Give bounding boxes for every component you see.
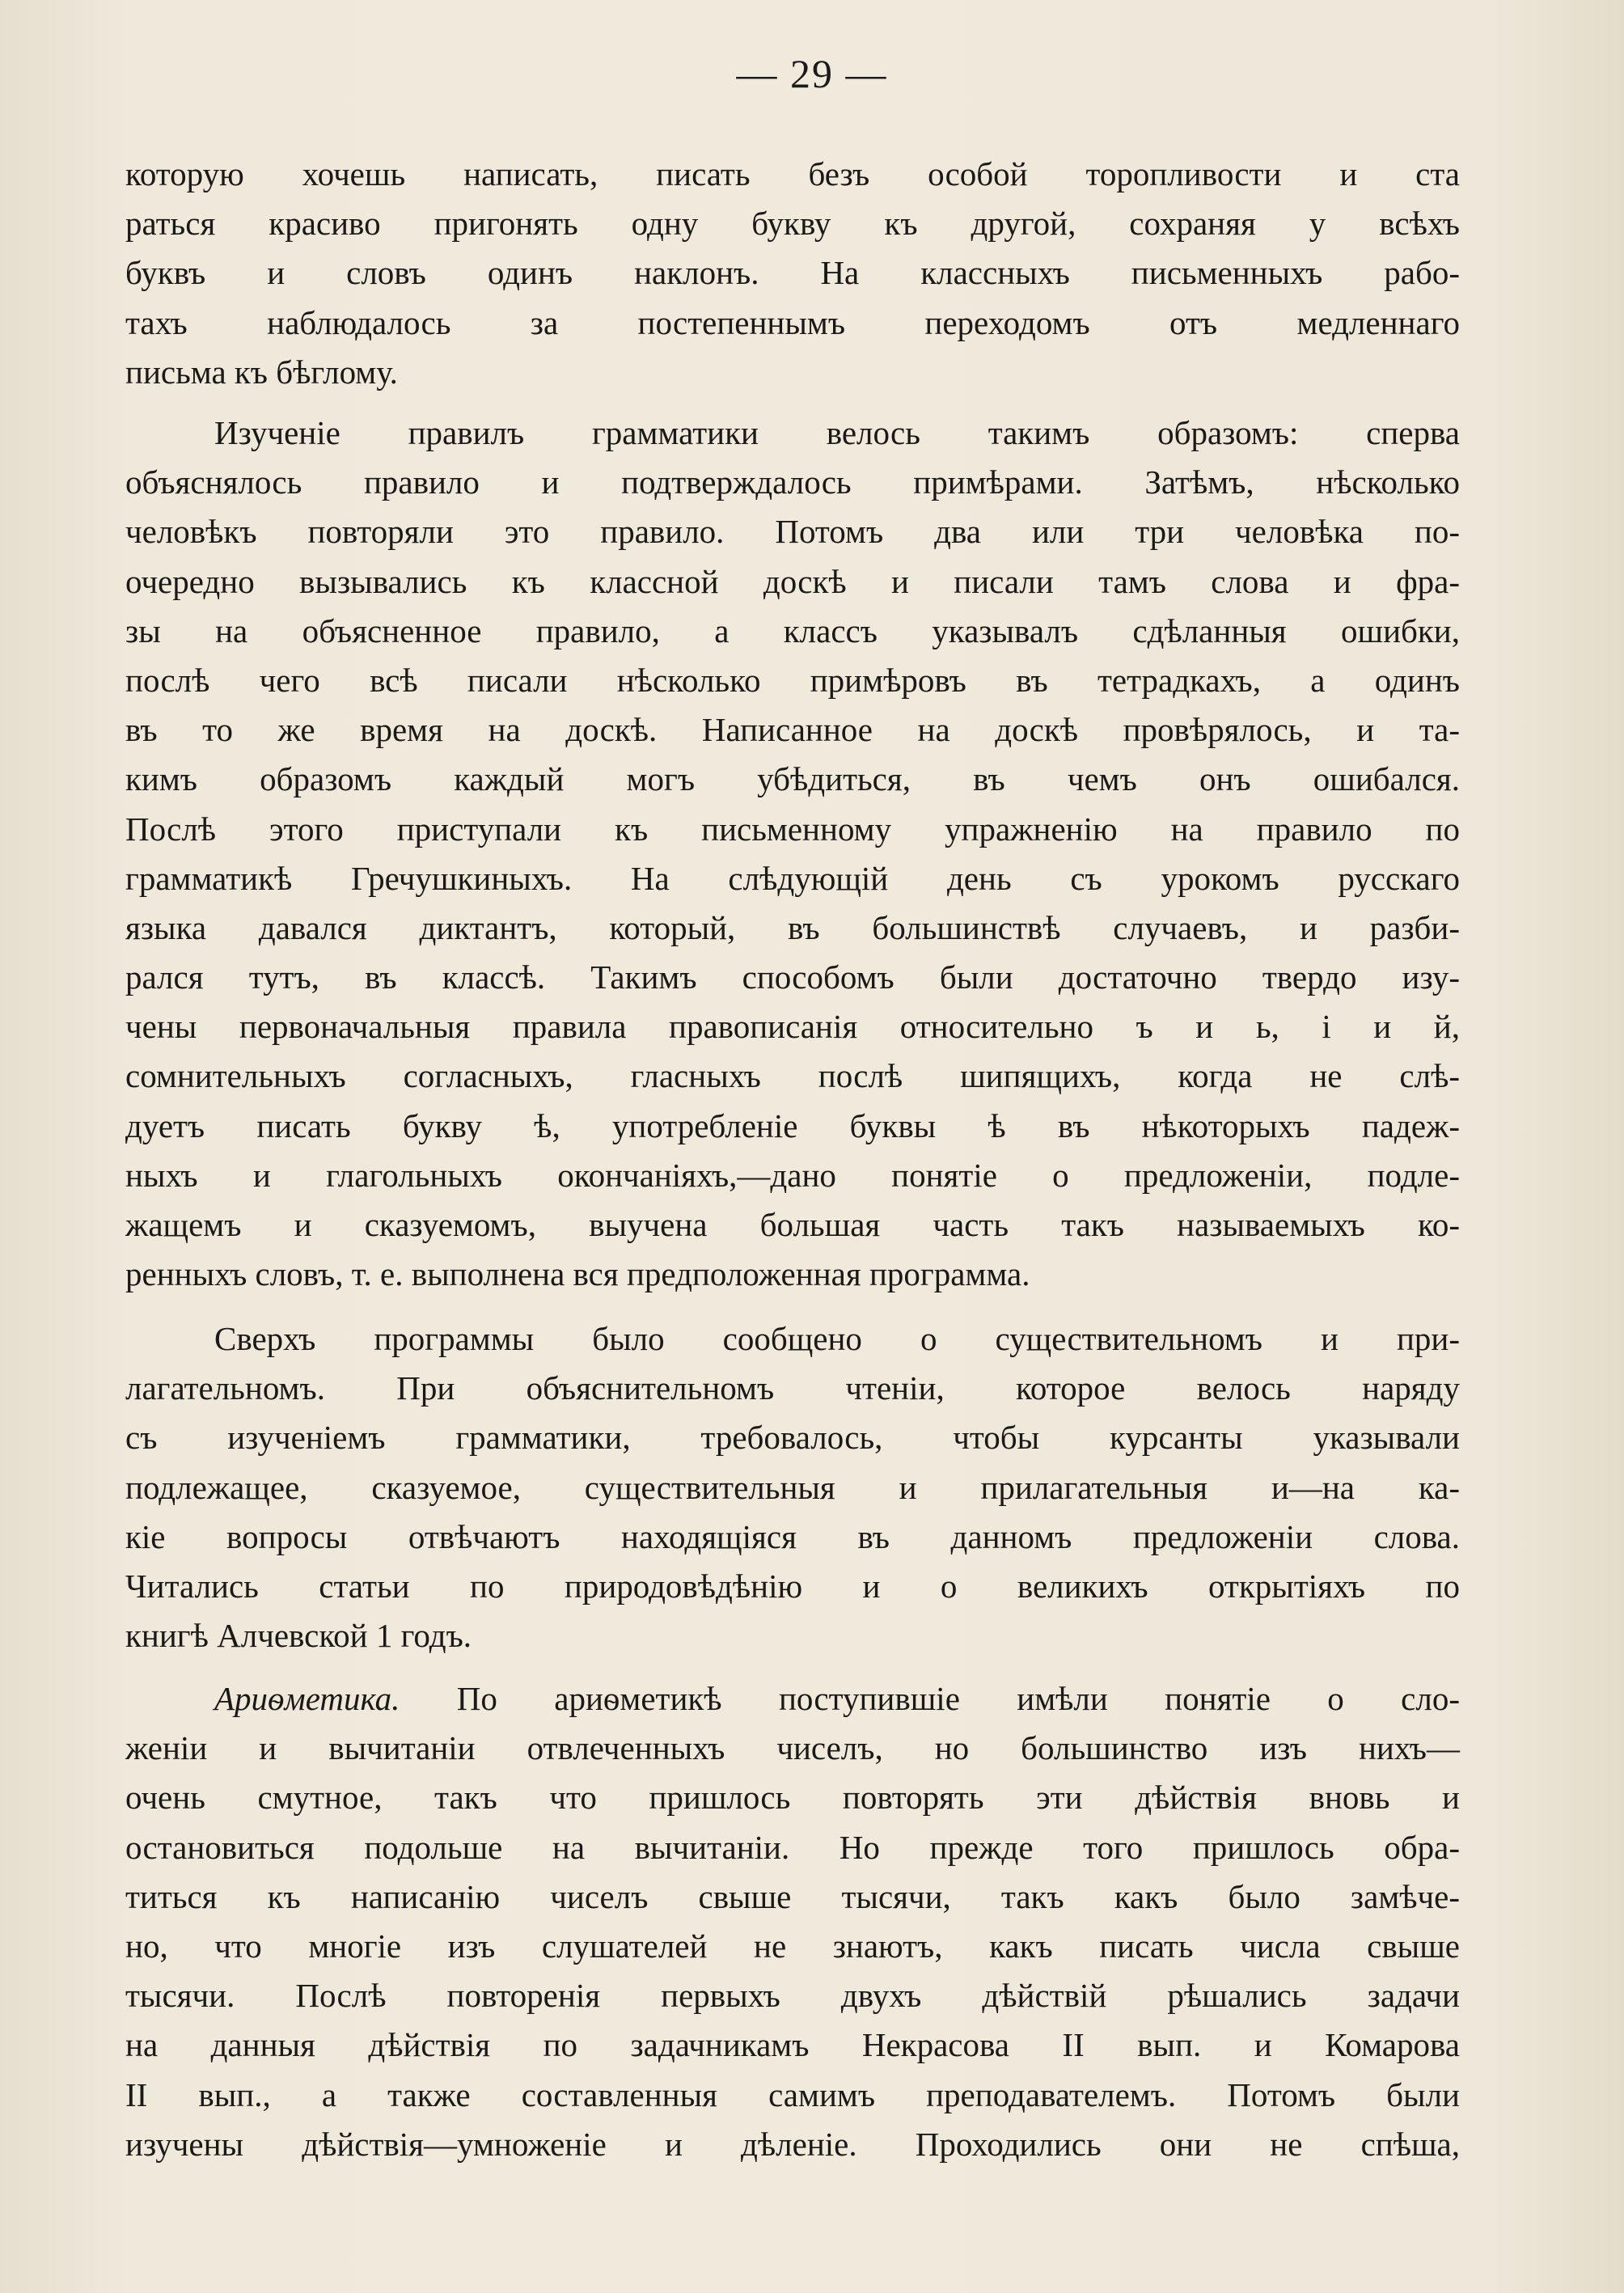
text-line: чены первоначальныя правила правописанія относительно ъ и ь, і и й,	[125, 1008, 1460, 1046]
text-line: ныхъ и глагольныхъ окончаніяхъ,—дано понятіе о предложеніи, подле-	[125, 1156, 1460, 1194]
text-line: очень смутное, такъ что пришлось повторять эти дѣйствія вновь и	[125, 1779, 1460, 1817]
text-line: II вып., а также составленныя самимъ преподавателемъ. Потомъ были	[125, 2075, 1460, 2113]
text-line: дуетъ писать букву ѣ, употребленіе буквы ѣ въ нѣкоторыхъ падеж-	[125, 1106, 1460, 1144]
text-line: Изученіе правилъ грамматики велось такимъ образомъ: сперва	[214, 414, 1460, 451]
text-line: Читались статьи по природовѣдѣнію и о великихъ открытіяхъ по	[125, 1567, 1460, 1605]
text-line: раться красиво пригонять одну букву къ другой, сохраняя у всѣхъ	[125, 205, 1460, 243]
text-line: кимъ образомъ каждый могъ убѣдиться, въ чемъ онъ ошибался.	[125, 760, 1460, 798]
page-number: — 29 —	[736, 51, 888, 96]
text-line: кіе вопросы отвѣчаютъ находящіяся въ данномъ предложеніи слова.	[125, 1517, 1460, 1555]
text-line: на данныя дѣйствія по задачникамъ Некрасова II вып. и Комарова	[125, 2026, 1460, 2064]
text-line: зы на объясненное правило, а классъ указывалъ сдѣланныя ошибки,	[125, 611, 1460, 649]
text-line: буквъ и словъ одинъ наклонъ. На классныхъ письменныхъ рабо-	[125, 254, 1460, 292]
text-line: женіи и вычитаніи отвлеченныхъ чиселъ, но большинство изъ нихъ—	[125, 1729, 1460, 1767]
text-line: письма къ бѣглому.	[125, 353, 398, 391]
text-line: очередно вызывались къ классной доскѣ и писали тамъ слова и фра-	[125, 562, 1460, 600]
text-line: тахъ наблюдалось за постепеннымъ переходомъ отъ медленнаго	[125, 303, 1460, 341]
text-line: остановиться подольше на вычитаніи. Но прежде того пришлось обра-	[125, 1828, 1460, 1866]
text-line: человѣкъ повторяли это правило. Потомъ два или три человѣка по-	[125, 513, 1460, 551]
text-line: съ изученіемъ грамматики, требовалось, чтобы курсанты указывали	[125, 1419, 1460, 1457]
text-line: книгѣ Алчевской 1 годъ.	[125, 1617, 472, 1655]
paragraph-4	[125, 1674, 1460, 2169]
text-line: послѣ чего всѣ писали нѣсколько примѣровъ въ тетрадкахъ, а одинъ	[125, 661, 1460, 699]
text-line: языка давался диктантъ, который, въ большинствѣ случаевъ, и разби-	[125, 908, 1460, 946]
text-line: рался тутъ, въ классѣ. Такимъ способомъ были достаточно твердо изу-	[125, 958, 1460, 996]
text-line: грамматикѣ Гречушкиныхъ. На слѣдующій день съ урокомъ русскаго	[125, 859, 1460, 897]
text-line: изучены дѣйствія—умноженіе и дѣленіе. Проходились они не спѣша,	[125, 2125, 1460, 2163]
text-line: лагательномъ. При объяснительномъ чтеніи, которое велось наряду	[125, 1369, 1460, 1407]
text-line: но, что многіе изъ слушателей не знаютъ, какъ писать числа свыше	[125, 1927, 1460, 1965]
text-line: ренныхъ словъ, т. е. выполнена вся предположенная программа.	[125, 1255, 1030, 1293]
text-line: Сверхъ программы было сообщено о существительномъ и при-	[214, 1320, 1460, 1357]
text-line: Послѣ этого приступали къ письменному упражненію на правило по	[125, 810, 1460, 848]
text-line: тысячи. Послѣ повторенія первыхъ двухъ дѣйствій рѣшались задачи	[125, 1977, 1460, 2015]
text-line	[125, 1674, 1460, 1724]
section-heading-arithmetic: Ариѳметика.	[214, 1680, 400, 1717]
text-line: которую хочешь написать, писать безъ особой торопливости и ста	[125, 155, 1460, 192]
text-line: объяснялось правило и подтверждалось примѣрами. Затѣмъ, нѣсколько	[125, 463, 1460, 501]
paragraph-2	[125, 408, 1460, 1299]
text-line: подлежащее, сказуемое, существительныя и прилагательныя и—на ка-	[125, 1468, 1460, 1506]
text-line: сомнительныхъ согласныхъ, гласныхъ послѣ шипящихъ, когда не слѣ-	[125, 1057, 1460, 1095]
text-line: жащемъ и сказуемомъ, выучена большая часть такъ называемыхъ ко-	[125, 1206, 1460, 1243]
paragraph-3	[125, 1314, 1460, 1661]
paragraph-1	[125, 150, 1460, 397]
text-line: въ то же время на доскѣ. Написанное на доскѣ провѣрялось, и та-	[125, 711, 1460, 749]
text-line: титься къ написанію чиселъ свыше тысячи, такъ какъ было замѣче-	[125, 1877, 1460, 1915]
text-line-rest: По ариѳметикѣ поступившіе имѣли понятіе о сло-	[400, 1680, 1460, 1717]
